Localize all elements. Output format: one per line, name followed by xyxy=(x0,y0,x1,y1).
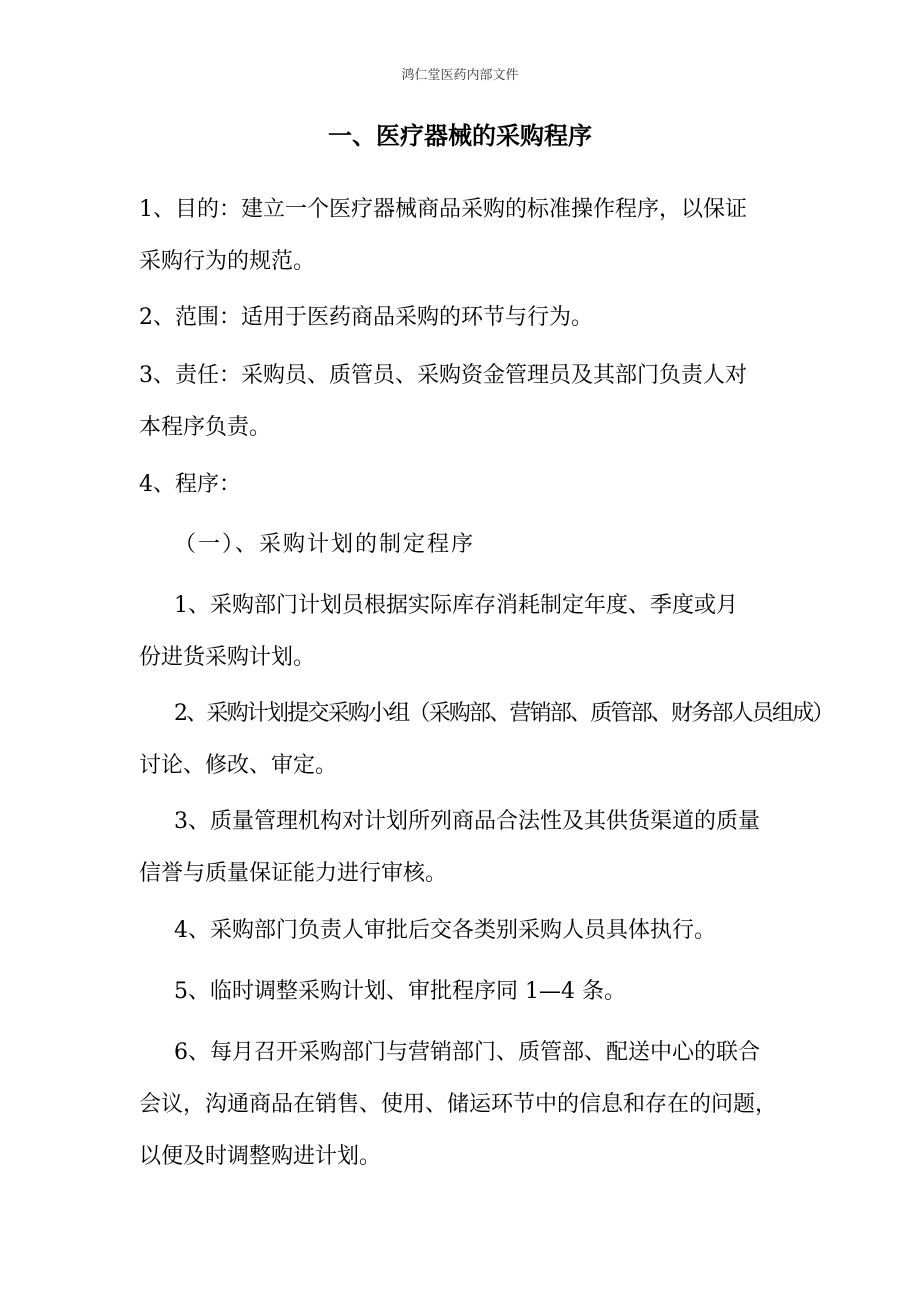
paragraph-line: 1、目的：建立一个医疗器械商品采购的标准操作程序，以保证 xyxy=(139,197,747,222)
section-heading: （一）、采购计划的制定程序 xyxy=(174,532,476,557)
paragraph-line: 5、临时调整采购计划、审批程序同 1—4 条。 xyxy=(174,979,626,1004)
paragraph-scope xyxy=(139,292,789,344)
paragraph-line: 份进货采购计划。 xyxy=(139,645,316,670)
page-header: 鸿仁堂医药内部文件 xyxy=(401,68,519,83)
list-item xyxy=(139,1027,789,1183)
paragraph-line: 以便及时调整购进计划。 xyxy=(139,1144,382,1169)
paragraph-procedure xyxy=(139,459,789,511)
paragraph-line: 2、采购计划提交采购小组（采购部、营销部、质管部、财务部人员组成） xyxy=(174,701,833,726)
paragraph-line: 3、责任：采购员、质管员、采购资金管理员及其部门负责人对 xyxy=(139,363,747,388)
list-item xyxy=(139,905,789,957)
paragraph-purpose xyxy=(139,184,789,288)
paragraph-line: 采购行为的规范。 xyxy=(139,249,316,274)
list-item xyxy=(139,688,833,792)
paragraph-line: 信誉与质量保证能力进行审核。 xyxy=(139,861,448,886)
section-heading-plan xyxy=(139,519,789,571)
list-item xyxy=(139,966,789,1018)
paragraph-line: 1、采购部门计划员根据实际库存消耗制定年度、季度或月 xyxy=(174,593,738,618)
list-item xyxy=(139,796,789,900)
document-title: 一、医疗器械的采购程序 xyxy=(328,122,592,150)
paragraph-line: 4、程序： xyxy=(139,472,241,497)
paragraph-line: 本程序负责。 xyxy=(139,415,272,440)
list-item xyxy=(139,580,789,684)
paragraph-responsibility xyxy=(139,350,789,454)
paragraph-line: 4、采购部门负责人审批后交各类别采购人员具体执行。 xyxy=(174,918,716,943)
paragraph-line: 会议，沟通商品在销售、使用、储运环节中的信息和存在的问题， xyxy=(139,1092,778,1117)
paragraph-line: 3、质量管理机构对计划所列商品合法性及其供货渠道的质量 xyxy=(174,809,760,834)
paragraph-line: 讨论、修改、审定。 xyxy=(139,753,338,778)
paragraph-line: 2、范围：适用于医药商品采购的环节与行为。 xyxy=(139,305,593,330)
paragraph-line: 6、每月召开采购部门与营销部门、质管部、配送中心的联合 xyxy=(174,1040,760,1065)
